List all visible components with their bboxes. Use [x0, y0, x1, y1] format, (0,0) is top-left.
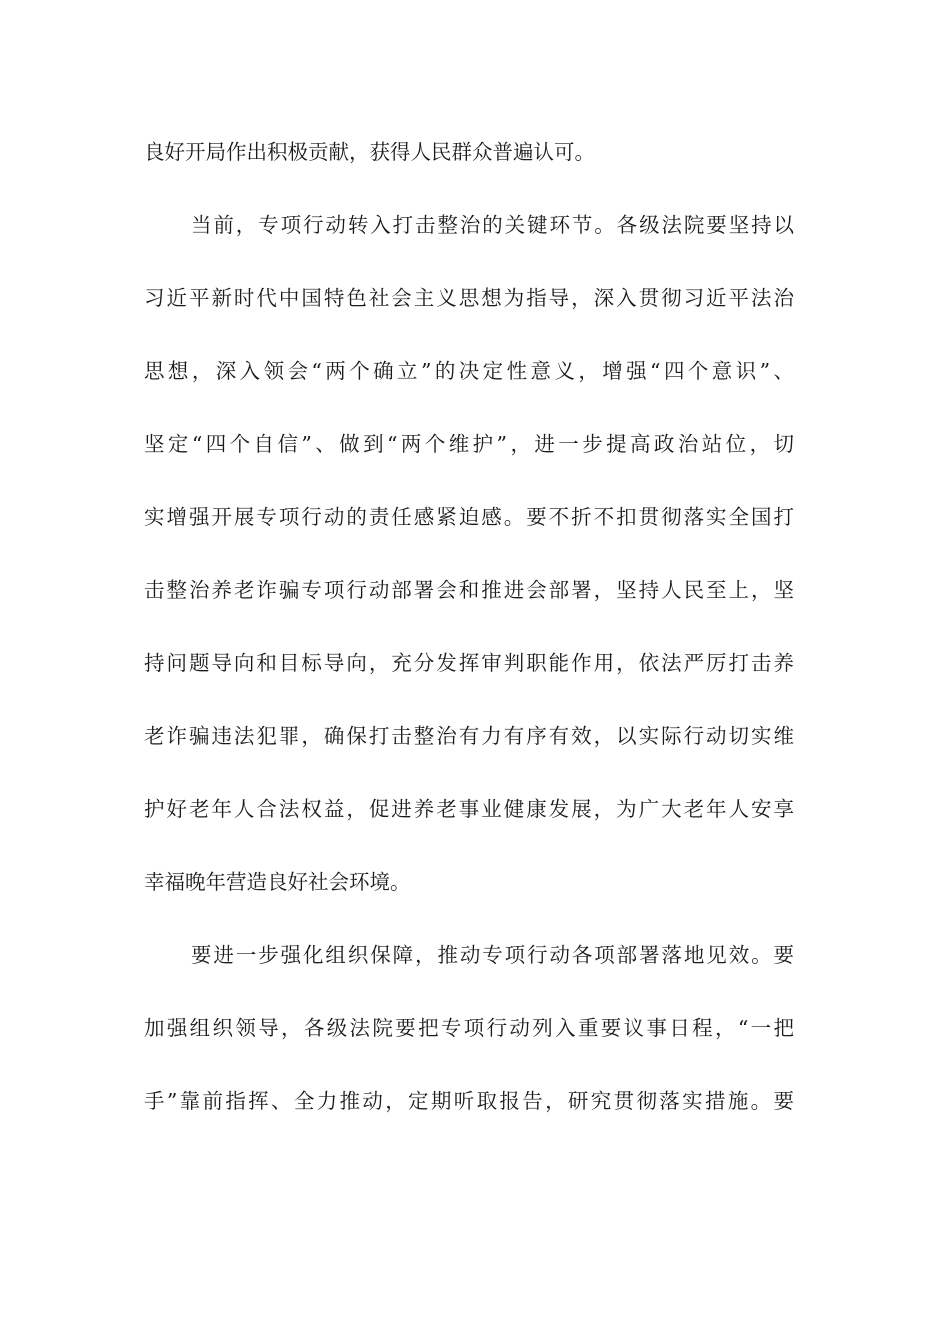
- paragraph-3-line-2: 加强组织领导，各级法院要把专项行动列入重要议事日程，“一把: [144, 1016, 794, 1040]
- paragraph-3-line-1: 要进一步强化组织保障，推动专项行动各项部署落地见效。要: [191, 943, 794, 967]
- paragraph-2-line-3: 思想，深入领会“两个确立”的决定性意义，增强“四个意识”、: [144, 359, 794, 383]
- paragraph-1-line-1: 良好开局作出积极贡献，获得人民群众普遍认可。: [144, 140, 595, 164]
- paragraph-2-line-10: 幸福晚年营造良好社会环境。: [144, 870, 411, 894]
- paragraph-2-line-9: 护好老年人合法权益，促进养老事业健康发展，为广大老年人安享: [144, 797, 794, 821]
- paragraph-3-line-3: 手”靠前指挥、全力推动，定期听取报告，研究贯彻落实措施。要: [144, 1089, 794, 1113]
- paragraph-2-line-1: 当前，专项行动转入打击整治的关键环节。各级法院要坚持以: [191, 213, 794, 237]
- paragraph-2-line-8: 老诈骗违法犯罪，确保打击整治有力有序有效，以实际行动切实维: [144, 724, 794, 748]
- paragraph-2-line-7: 持问题导向和目标导向，充分发挥审判职能作用，依法严厉打击养: [144, 651, 794, 675]
- paragraph-2-line-4: 坚定“四个自信”、做到“两个维护”，进一步提高政治站位，切: [144, 432, 794, 456]
- paragraph-2-line-2: 习近平新时代中国特色社会主义思想为指导，深入贯彻习近平法治: [144, 286, 794, 310]
- paragraph-2-line-6: 击整治养老诈骗专项行动部署会和推进会部署，坚持人民至上，坚: [144, 578, 794, 602]
- paragraph-2-line-5: 实增强开展专项行动的责任感紧迫感。要不折不扣贯彻落实全国打: [144, 505, 794, 529]
